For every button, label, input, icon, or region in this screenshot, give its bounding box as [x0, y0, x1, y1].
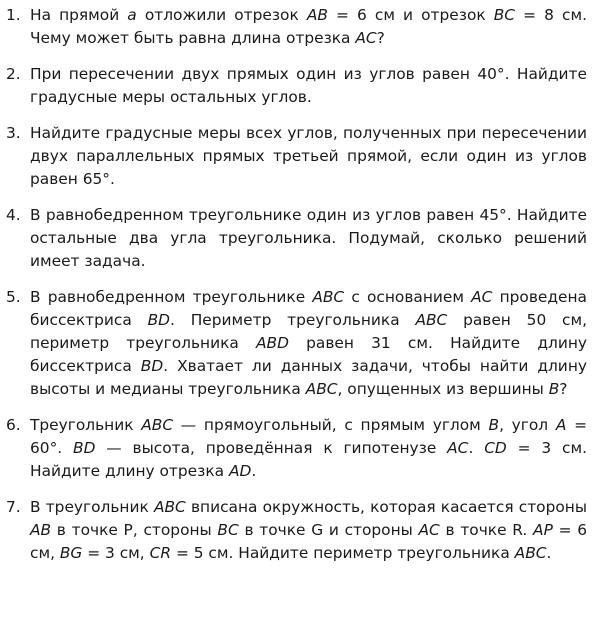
- problem-item: [6, 204, 587, 273]
- math-variable: AC: [447, 439, 469, 457]
- math-variable: CR: [149, 544, 172, 562]
- problem-text-segment: — прямоугольный, с прямым углом: [173, 416, 489, 434]
- problem-item: [6, 122, 587, 191]
- problem-text-segment: На прямой: [30, 6, 128, 24]
- math-variable: AC: [355, 29, 377, 47]
- math-variable: BD: [147, 311, 171, 329]
- problem-text-segment: .: [251, 462, 257, 480]
- problem-text-segment: В равнобедренном треугольнике: [30, 288, 313, 306]
- problem-text-segment: Найдите градусные меры всех углов, полученных при пересечении двух параллельных прямых третьей прямой, если один из углов равен 65°.: [30, 124, 587, 188]
- problem-text-segment: В треугольник: [30, 498, 154, 516]
- problem-item: [6, 286, 587, 401]
- problem-number: 4.: [6, 206, 21, 224]
- problem-text-segment: В равнобедренном треугольнике один из углов равен 45°. Найдите остальные два угла треугольника. Подумай, сколько решений имеет задача.: [30, 206, 587, 270]
- problem-text: [30, 122, 587, 191]
- math-variable: a: [127, 6, 137, 24]
- problem-text: [30, 63, 587, 109]
- problem-text-segment: вписана окружность, которая касается стороны: [185, 498, 587, 516]
- problem-text-segment: ?: [559, 380, 568, 398]
- problem-text-segment: = 3 см,: [82, 544, 150, 562]
- problem-number: 3.: [6, 124, 21, 142]
- problem-number: 1.: [6, 6, 21, 24]
- math-variable: ABC: [141, 416, 174, 434]
- math-variable: BC: [217, 521, 239, 539]
- problem-text-segment: = 60°.: [30, 416, 587, 457]
- math-variable: B: [488, 416, 500, 434]
- problem-text-segment: проведена биссектриса: [30, 288, 587, 329]
- problem-text-segment: = 5 см. Найдите периметр треугольника: [171, 544, 515, 562]
- math-variable: BD: [140, 357, 164, 375]
- problem-number: 5.: [6, 288, 21, 306]
- math-variable: A: [555, 416, 567, 434]
- problem-text: [30, 496, 587, 565]
- problem-item: [6, 414, 587, 483]
- problem-text-segment: .: [468, 439, 485, 457]
- problem-text-segment: в точке G и стороны: [238, 521, 419, 539]
- problem-text-segment: При пересечении двух прямых один из углов равен 40°. Найдите градусные меры остальных углов.: [30, 65, 587, 106]
- problem-item: [6, 63, 587, 109]
- problem-text-segment: = 6 см и отрезок: [327, 6, 494, 24]
- problem-text-segment: равен 31 см. Найдите длину биссектриса: [30, 334, 587, 375]
- math-variable: BD: [73, 439, 96, 457]
- problem-text-segment: — высота, проведённая к гипотенузе: [95, 439, 448, 457]
- math-variable: AD: [228, 462, 252, 480]
- math-variable: CD: [484, 439, 507, 457]
- problem-text-segment: = 6 см,: [30, 521, 587, 562]
- math-variable: ABC: [312, 288, 345, 306]
- math-variable: BG: [59, 544, 83, 562]
- problem-text-segment: в точке P, стороны: [51, 521, 218, 539]
- math-variable: AB: [306, 6, 328, 24]
- problem-text-segment: , угол: [499, 416, 556, 434]
- problem-number: 6.: [6, 416, 21, 434]
- problem-text-segment: с основанием: [344, 288, 472, 306]
- math-variable: AB: [30, 521, 52, 539]
- problem-text-segment: = 3 см. Найдите длину отрезка: [30, 439, 587, 480]
- math-variable: ABC: [415, 311, 448, 329]
- problem-text-segment: . Периметр треугольника: [170, 311, 416, 329]
- problem-text-segment: .: [546, 544, 552, 562]
- math-variable: AC: [471, 288, 493, 306]
- math-variable: ABC: [153, 498, 186, 516]
- problem-text-segment: в точке R.: [439, 521, 534, 539]
- math-variable: BC: [493, 6, 516, 24]
- problem-text-segment: = 8 см. Чему может быть равна длина отрезка: [30, 6, 587, 47]
- problem-number: 2.: [6, 65, 21, 83]
- problem-text-segment: ?: [376, 29, 385, 47]
- problem-text-segment: . Хватает ли данных задачи, чтобы найти длину высоты и медианы треугольника: [30, 357, 587, 398]
- problem-item: [6, 4, 587, 50]
- problem-text: [30, 204, 587, 273]
- problem-text-segment: равен 50 см, периметр треугольника: [30, 311, 587, 352]
- math-variable: ABC: [514, 544, 547, 562]
- problem-text: [30, 4, 587, 50]
- math-variable: ABD: [256, 334, 289, 352]
- problem-text: [30, 286, 587, 401]
- problem-text-segment: , опущенных из вершины: [337, 380, 549, 398]
- problem-text-segment: отложили отрезок: [136, 6, 307, 24]
- problem-number: 7.: [6, 498, 21, 516]
- math-variable: B: [548, 380, 560, 398]
- problem-item: [6, 496, 587, 565]
- math-variable: AC: [418, 521, 440, 539]
- math-variable: ABC: [305, 380, 338, 398]
- problem-text-segment: Треугольник: [30, 416, 142, 434]
- problem-text: [30, 414, 587, 483]
- math-variable: AP: [533, 521, 553, 539]
